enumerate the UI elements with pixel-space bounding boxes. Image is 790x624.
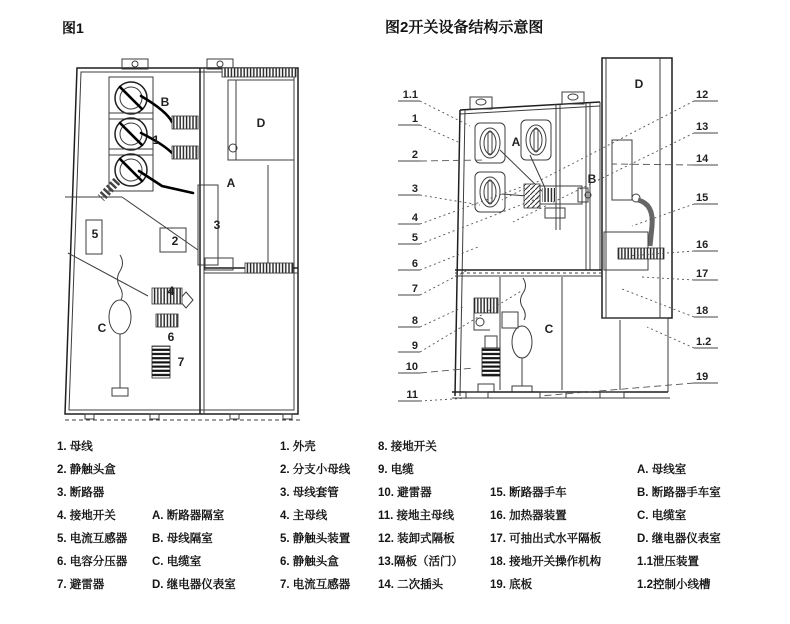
callout-4: 4 [411, 212, 418, 224]
callout-14: 14 [696, 153, 709, 165]
figure1-relay-compartment [222, 68, 296, 160]
legend-item: 6. 静触头盒 [280, 556, 339, 568]
figure1-cable [109, 255, 131, 396]
legend-item: 12. 装卸式隔板 [378, 533, 455, 545]
fig1-label-3: 3 [213, 218, 221, 232]
callout-7: 7 [411, 283, 418, 295]
fig2-room-C: C [544, 322, 554, 336]
fig1-label-B: B [160, 95, 170, 109]
figure2-relay-compartment [602, 58, 672, 318]
legend-item: 3. 母线套管 [280, 487, 339, 499]
legend-item: 7. 避雷器 [57, 579, 105, 591]
legend-item: 1.1泄压装置 [637, 556, 699, 568]
fig2-room-D: D [634, 77, 644, 91]
legend-item: 7. 电流互感器 [280, 579, 351, 591]
legend-item: 1.2控制小线槽 [637, 579, 711, 591]
figure1-bushings [101, 77, 153, 198]
legend-item: B. 母线隔室 [152, 533, 213, 545]
legend-item: B. 断路器手车室 [637, 487, 721, 499]
legend-item: 16. 加热器装置 [490, 510, 567, 522]
figure2-cable-room [474, 277, 668, 392]
legend-fig1-items [57, 436, 127, 597]
callout-6: 6 [411, 258, 418, 270]
legend-item: 14. 二次插头 [378, 579, 444, 591]
legend-item: 18. 接地开关操作机构 [490, 556, 602, 568]
fig1-label-6: 6 [167, 330, 175, 344]
legend-fig2-items-15-19 [490, 482, 601, 597]
legend-fig2-rooms [637, 459, 721, 597]
legend-item: A. 断路器隔室 [152, 510, 225, 522]
legend-item: D. 继电器仪表室 [152, 579, 236, 591]
legend-item: 10. 避雷器 [378, 487, 432, 499]
legend-item: 4. 接地开关 [57, 510, 116, 522]
legend-item: 19. 底板 [490, 579, 533, 591]
legend-item: 1. 母线 [57, 441, 93, 453]
callout-11: 11 [406, 389, 418, 401]
legend-fig2-items-8-14 [378, 436, 463, 597]
legend-item: 2. 分支小母线 [280, 464, 351, 476]
legend-fig2-items-1-7 [280, 436, 350, 597]
callout-16: 16 [696, 239, 709, 251]
legend-fig1-rooms [152, 505, 236, 597]
legend-item: 9. 电缆 [378, 464, 414, 476]
legend-item: 13.隔板（活门） [378, 556, 463, 568]
callout-1-2: 1.2 [696, 336, 712, 348]
callout-17: 17 [696, 268, 709, 280]
figure2-bottom-plate [452, 392, 670, 398]
legend-item: 6. 电容分压器 [57, 556, 128, 568]
callout-1-1: 1.1 [402, 89, 418, 101]
callout-13: 13 [696, 121, 709, 133]
legend-item: 2. 静触头盒 [57, 464, 116, 476]
callout-10: 10 [405, 361, 418, 373]
callout-8: 8 [411, 315, 418, 327]
legend-item: D. 继电器仪表室 [637, 533, 721, 545]
fig2-room-A: A [511, 135, 521, 149]
callout-2: 2 [411, 149, 418, 161]
callout-9: 9 [411, 340, 418, 352]
callout-19: 19 [696, 371, 709, 383]
fig1-label-7: 7 [177, 355, 185, 369]
legend-item: C. 电缆室 [152, 556, 202, 568]
fig1-label-5: 5 [91, 227, 99, 241]
fig1-label-4: 4 [167, 284, 175, 298]
callout-15: 15 [696, 192, 709, 204]
fig1-label-2: 2 [171, 234, 179, 248]
callout-18: 18 [696, 305, 709, 317]
figure1-labels [92, 95, 266, 369]
callout-1: 1 [411, 113, 418, 125]
legend-item: 4. 主母线 [280, 510, 328, 522]
legend-item: A. 母线室 [637, 464, 687, 476]
legend-item: 17. 可抽出式水平隔板 [490, 533, 602, 545]
legend-item: 3. 断路器 [57, 487, 105, 499]
legend-item: 11. 接地主母线 [378, 510, 455, 522]
figure1-breaker-parts [152, 185, 233, 378]
figure1-conductors [139, 96, 198, 193]
legend-item: 15. 断路器手车 [490, 487, 567, 499]
callout-3: 3 [411, 183, 418, 195]
legend-item: 5. 静触头装置 [280, 533, 351, 545]
fig1-label-1: 1 [152, 133, 160, 147]
callout-12: 12 [696, 89, 709, 101]
legend-item: C. 电缆室 [637, 510, 687, 522]
fig1-label-C: C [97, 321, 107, 335]
callout-5: 5 [411, 232, 418, 244]
legend-item: 5. 电流互感器 [57, 533, 128, 545]
figure2-title: 图2开关设备结构示意图 [385, 19, 544, 36]
legend-item: 8. 接地开关 [378, 441, 437, 453]
fig1-label-D: D [256, 116, 266, 130]
fig2-room-B: B [587, 172, 597, 186]
legend-item: 1. 外壳 [280, 441, 316, 453]
figure1-title: 图1 [62, 20, 84, 36]
fig1-label-A: A [226, 176, 236, 190]
